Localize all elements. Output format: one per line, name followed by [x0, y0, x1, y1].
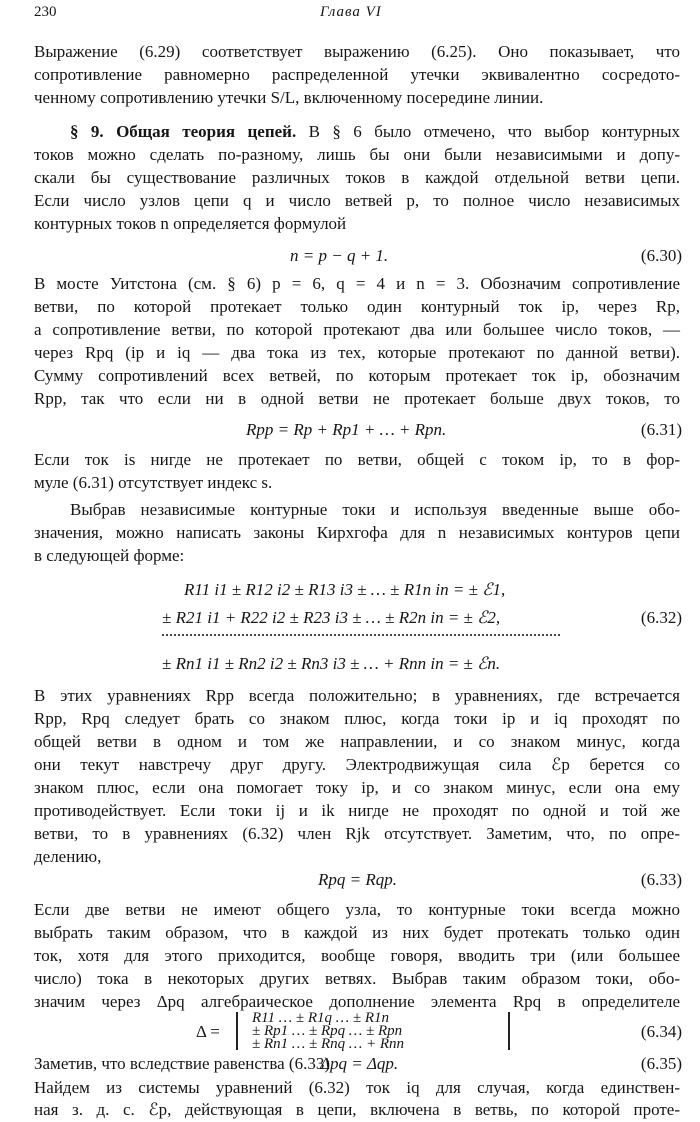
- page-number: 230: [34, 4, 57, 20]
- text-line: число) тока в некоторых других ветвях. Выбрав таким образом токи, обо-: [34, 969, 680, 988]
- equation-number: (6.33): [640, 870, 682, 889]
- dotted-row-separator: [162, 628, 560, 636]
- text-line: контурных токов n определяется формулой: [34, 214, 347, 233]
- text-line: Выражение (6.29) соответствует выражению (6.25). Оно показывает, что: [34, 42, 680, 61]
- text-line: противодействует. Если токи ij и ik нигде не проходят по одной и той же: [34, 801, 680, 820]
- text-line: через Rpq (ip и iq — два тока из тех, которые протекают по данной ветви).: [34, 343, 680, 362]
- equation-6-33: Rpq = Rqp.: [318, 870, 397, 889]
- text-line: Найдем из системы уравнений (6.32) ток iq для случая, когда единствен-: [34, 1078, 680, 1097]
- text-line: значения, можно написать законы Кирхгофа для n независимых контуров цепи: [34, 523, 680, 542]
- determinant-row: ± Rp1 … ± Rpq … ± Rpn: [252, 1023, 403, 1039]
- text-line: общей ветви в одном и том же направлении, и со знаком минус, когда: [34, 732, 680, 751]
- determinant-left-bar: [236, 1012, 238, 1050]
- text-line: они текут навстречу друг другу. Электродвижущая сила ℰp берется со: [34, 755, 680, 774]
- equation-6-32-row: ± Rn1 i1 ± Rn2 i2 ± Rn3 i3 ± … + Rnn in = ± ℰn.: [162, 654, 501, 673]
- text-line: сопротивление равномерно распределенной утечки эквивалентно сосредото-: [34, 65, 680, 84]
- determinant-lhs: Δ =: [196, 1022, 220, 1041]
- equation-6-32-row: R11 i1 ± R12 i2 ± R13 i3 ± … ± R1n in = ± ℰ1,: [184, 580, 506, 599]
- text-line: в следующей форме:: [34, 546, 185, 565]
- text-line: Сумму сопротивлений всех ветвей, по которым протекает ток ip, обозначим: [34, 366, 680, 385]
- equation-number: (6.30): [640, 246, 682, 265]
- text-line: ная з. д. с. ℰp, действующая в цепи, включена в ветвь, по которой проте-: [34, 1100, 680, 1119]
- text-line: муле (6.31) отсутствует индекс s.: [34, 473, 273, 492]
- text-line: Rpp, Rpq следует брать со знаком плюс, когда токи ip и iq проходят по: [34, 709, 680, 728]
- text-line: ветви, по которой протекает только один контурный ток ip, через Rp,: [34, 297, 680, 316]
- equation-number: (6.34): [640, 1022, 682, 1041]
- text-line: В § 6 было отмечено, что выбор контурных: [296, 122, 680, 141]
- text-line: Если ток is нигде не протекает по ветви, общей с током ip, то в фор-: [34, 450, 680, 469]
- determinant-row: R11 … ± R1q … ± R1n: [252, 1010, 390, 1026]
- section-first-line: [70, 120, 680, 144]
- equation-number: (6.32): [640, 608, 682, 627]
- text-line: ченному сопротивлению утечки S/L, включенному посередине линии.: [34, 88, 544, 107]
- text-line: Если число узлов цепи q и число ветвей p, то полное число независимых: [34, 191, 680, 210]
- text-line: В этих уравнениях Rpp всегда положительно; в уравнениях, где встречается: [34, 686, 680, 705]
- text-line: а сопротивление ветви, по которой протекают два или большее число токов, —: [34, 320, 680, 339]
- text-line: В мосте Уитстона (см. § 6) p = 6, q = 4 и n = 3. Обозначим сопротивление: [34, 274, 680, 293]
- determinant-right-bar: [508, 1012, 510, 1050]
- section-heading: § 9. Общая теория цепей.: [70, 122, 297, 141]
- text-line: делению,: [34, 847, 102, 866]
- determinant-row: ± Rn1 … ± Rnq … + Rnn: [252, 1036, 404, 1052]
- text-line: Заметив, что вследствие равенства (6.33): [34, 1054, 331, 1073]
- text-line: токов можно сделать по-разному, лишь бы они были независимыми и допу-: [34, 145, 680, 164]
- text-line: Rpp, так что если ни в одной ветви не протекает больше двух токов, то: [34, 389, 680, 408]
- equation-number: (6.35): [640, 1054, 682, 1073]
- text-line: Если две ветви не имеют общего узла, то контурные токи всегда можно: [34, 900, 680, 919]
- text-line: ветви, то в уравнениях (6.32) член Rjk отсутствует. Заметим, что, по опре-: [34, 824, 680, 843]
- equation-number: (6.31): [640, 420, 682, 439]
- text-line: Выбрав независимые контурные токи и используя введенные выше обо-: [70, 500, 680, 519]
- text-line: значим через Δpq алгебраическое дополнение элемента Rpq в определителе: [34, 992, 680, 1011]
- text-line: скали бы существование различных токов в каждой отдельной ветви цепи.: [34, 168, 680, 187]
- equation-6-35: Δpq = Δqp.: [320, 1054, 399, 1073]
- equation-6-32-row: ± R21 i1 + R22 i2 ± R23 i3 ± … ± R2n in = ± ℰ2,: [162, 608, 501, 627]
- equation-6-31: Rpp = Rp + Rp1 + … + Rpn.: [246, 420, 447, 439]
- equation-6-30: n = p − q + 1.: [290, 246, 389, 265]
- text-line: ток, хотя для этого приходится, вообще говоря, вводить три (или большее: [34, 946, 680, 965]
- running-title: Глава VI: [320, 4, 382, 20]
- text-line: выбрать таким образом, что в каждой из них будет протекать только один: [34, 923, 680, 942]
- text-line: знаком плюс, если она помогает току ip, и со знаком минус, если она ему: [34, 778, 680, 797]
